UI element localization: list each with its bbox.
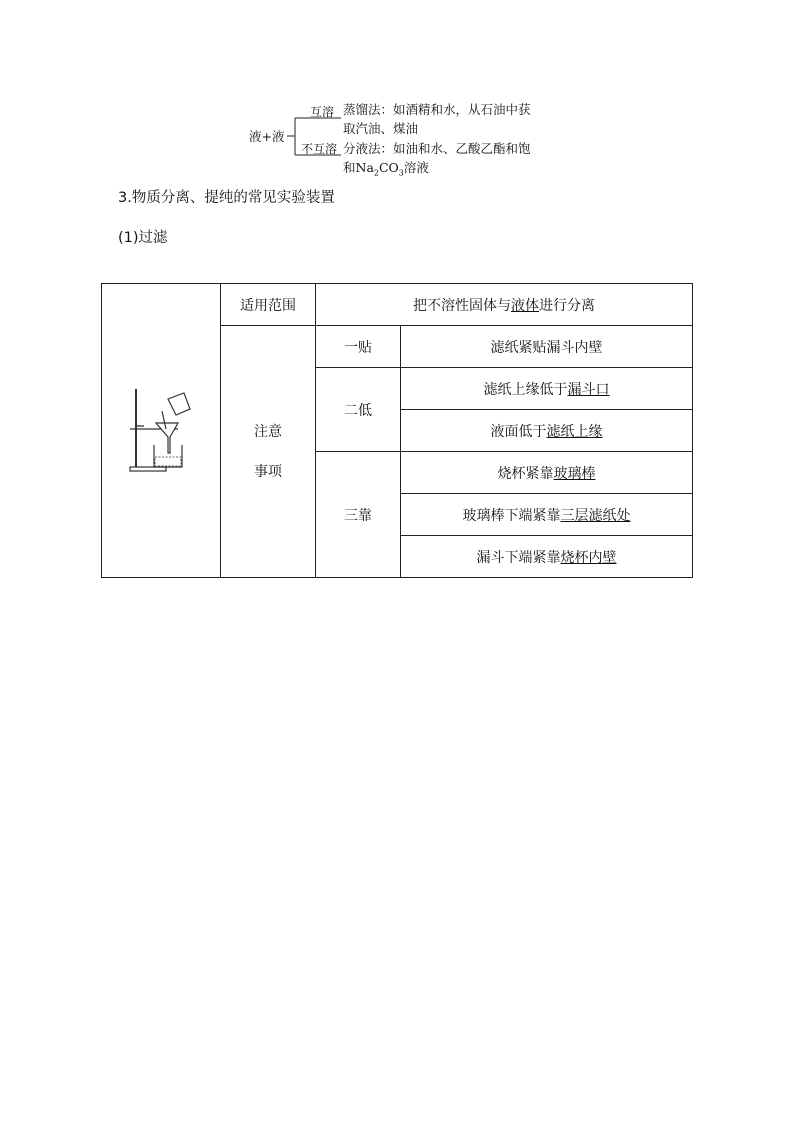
- subsection-title: (1)过滤: [118, 230, 168, 246]
- branch-method-distillation: 蒸馏法：如酒精和水，从石油中获 取汽油、煤油: [343, 102, 531, 136]
- scope-value: 把不溶性固体与液体进行分离: [316, 284, 693, 326]
- group-name-1: 一贴: [316, 326, 401, 368]
- group-item: 滤纸上缘低于漏斗口: [401, 368, 693, 410]
- group-item: 漏斗下端紧靠烧杯内壁: [401, 536, 693, 578]
- filtration-table: [101, 283, 693, 578]
- branch-label-immiscible: 不互溶: [301, 142, 338, 156]
- scope-label: 适用范围: [221, 284, 316, 326]
- group-item: 滤纸紧贴漏斗内壁: [401, 326, 693, 368]
- group-name-3: 三靠: [316, 452, 401, 578]
- diagram-root: 液+液: [249, 129, 285, 144]
- branch-label-miscible: 互溶: [310, 105, 335, 119]
- group-item: 玻璃棒下端紧靠三层滤纸处: [401, 494, 693, 536]
- notes-label: 注意 事项: [221, 326, 316, 578]
- apparatus-cell: [102, 284, 221, 578]
- group-item: 烧杯紧靠玻璃棒: [401, 452, 693, 494]
- section-title: 3.物质分离、提纯的常见实验装置: [118, 190, 335, 206]
- separation-method-diagram: [246, 96, 566, 176]
- branch-method-separatory: 分液法：如油和水、乙酸乙酯和饱 和$Na_2CO_3$溶液: [343, 141, 531, 178]
- filtration-apparatus-icon: [126, 379, 196, 479]
- group-item: 液面低于滤纸上缘: [401, 410, 693, 452]
- group-name-2: 二低: [316, 368, 401, 452]
